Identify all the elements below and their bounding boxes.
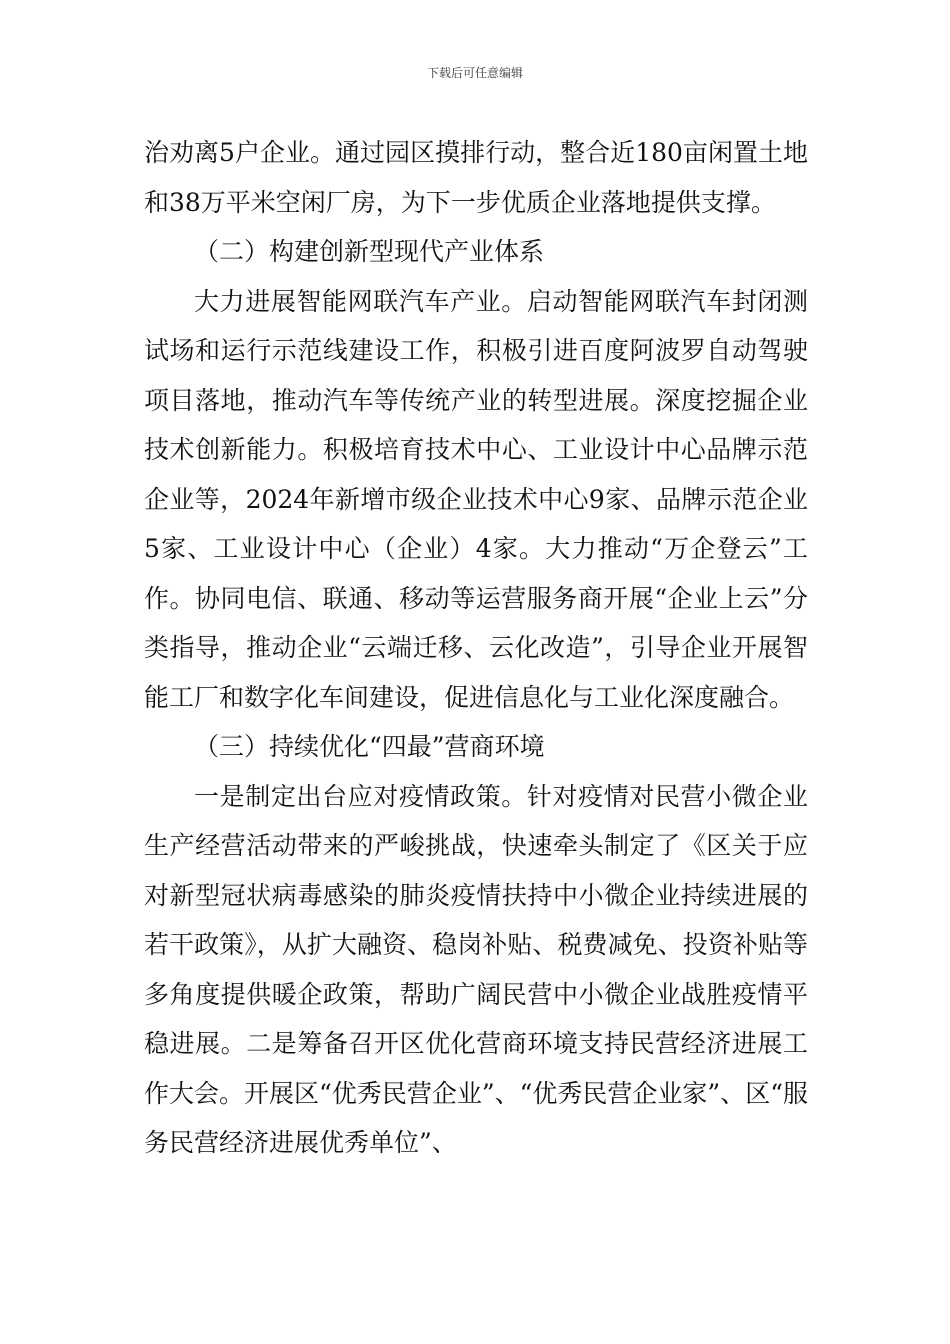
section-heading-3: （三）持续优化“四最”营商环境	[194, 732, 545, 761]
section-heading-2: （二）构建创新型现代产业体系	[194, 237, 545, 266]
page-header: 下载后可任意编辑	[426, 66, 523, 80]
document-body	[144, 128, 808, 1168]
paragraph-industry: 大力进展智能网联汽车产业。启动智能网联汽车封闭测试场和运行示范线建设工作，积极引进百度阿波罗自动驾驶项目落地，推动汽车等传统产业的转型进展。深度挖掘企业技术创新能力。积极培育技术中心、工业设计中心品牌示范企业等，2024年新增市级企业技术中心9家、品牌示范企业5家、工业设计中心（企业）4家。大力推动“万企登云”工作。协同电信、联通、移动等运营服务商开展“企业上云”分类指导，推动企业“云端迁移、云化改造”，引导企业开展智能工厂和数字化车间建设，促进信息化与工业化深度融合。	[144, 286, 808, 712]
paragraph-business-environment: 一是制定出台应对疫情政策。针对疫情对民营小微企业生产经营活动带来的严峻挑战，快速牵头制定了《区关于应对新型冠状病毒感染的肺炎疫情扶持中小微企业持续进展的若干政策》，从扩大融资、稳岗补贴、税费减免、投资补贴等多角度提供暖企政策，帮助广阔民营中小微企业战胜疫情平稳进展。二是筹备召开区优化营商环境支持民营经济进展工作大会。开展区“优秀民营企业”、“优秀民营企业家”、区“服务民营经济进展优秀单位”、	[144, 781, 808, 1157]
paragraph-continuation: 治劝离5户企业。通过园区摸排行动，整合近180亩闲置土地和38万平米空闲厂房，为下一步优质企业落地提供支撑。	[144, 138, 808, 217]
